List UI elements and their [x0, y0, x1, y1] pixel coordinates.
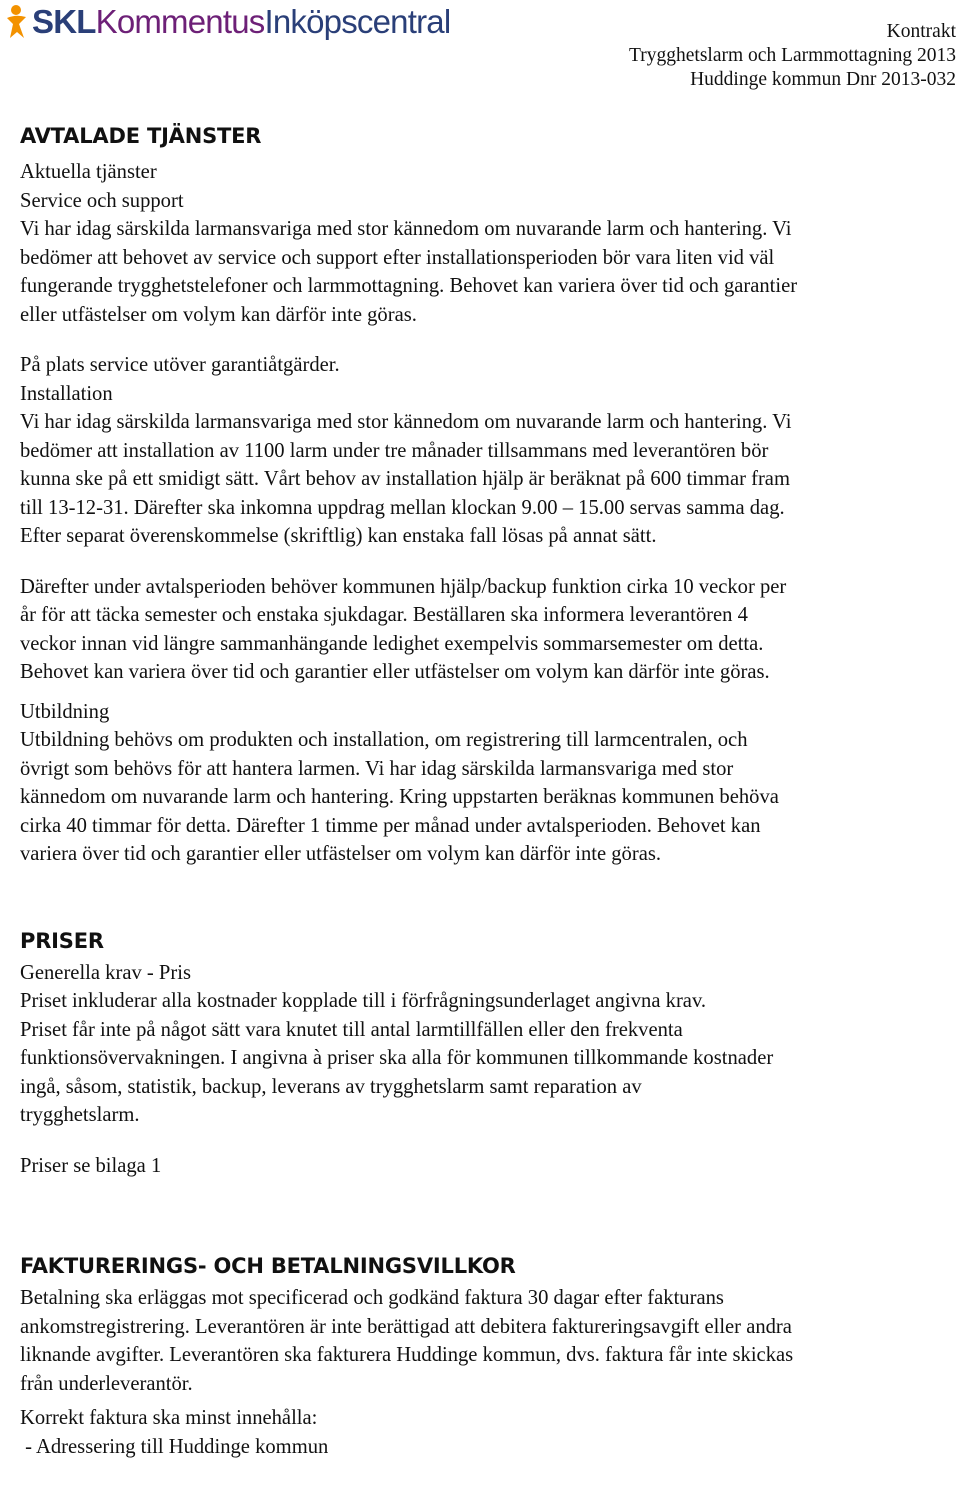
paragraph-line: cirka 40 timmar för detta. Därefter 1 timme per månad under avtalsperioden. Behovet kan — [20, 814, 761, 837]
subheading-aktuella: Aktuella tjänster — [20, 161, 157, 183]
paragraph-line: bedömer att behovet av service och support efter installationsperioden bör vara liten vid väl — [20, 246, 775, 269]
section-heading-avtalade: AVTALADE TJÄNSTER — [20, 124, 262, 148]
document-title: Trygghetslarm och Larmmottagning 2013 — [629, 45, 956, 66]
paragraph-line: Betalning ska erläggas mot specificerad och godkänd faktura 30 dagar efter fakturans — [20, 1287, 724, 1309]
paragraph-line: Vi har idag särskilda larmansvariga med stor kännedom om nuvarande larm och hantering. Vi — [20, 411, 792, 433]
paragraph-line: fungerande trygghetstelefoner och larmmottagning. Behovet kan variera över tid och garantier — [20, 275, 798, 297]
logo-inkopscentral: Inköpscentral — [264, 3, 451, 40]
paragraph-line: år för att täcka semester och enstaka sjukdagar. Beställaren ska informera leverantören 4 — [20, 604, 748, 626]
paragraph-line: funktionsövervakningen. I angivna à priser ska alla för kommunen tillkommande kostnader — [20, 1047, 774, 1069]
paragraph-line: kännedom om nuvarande larm och hantering. Kring uppstarten beräknas kommunen behöva — [20, 786, 779, 808]
person-figure-icon — [4, 4, 30, 40]
paragraph-line: Efter separat överenskommelse (skriftlig) kan enstaka fall lösas på annat sätt. — [20, 525, 657, 547]
subheading-service: Service och support — [20, 189, 184, 212]
paragraph-line: veckor innan vid längre sammanhängande ledighet exempelvis sommarsemester om detta. — [20, 632, 764, 655]
subheading-utbildning: Utbildning — [20, 700, 110, 723]
paragraph-line: variera över tid och garantier eller utfästelser om volym kan därför inte göras. — [20, 843, 662, 865]
document-header — [629, 20, 956, 92]
paragraph-line: övrigt som behövs för att hantera larmen. Vi har idag särskilda larmansvariga med stor — [20, 757, 734, 780]
paragraph-line: Vi har idag särskilda larmansvariga med stor kännedom om nuvarande larm och hantering. Vi — [20, 218, 792, 240]
list-item: - Adressering till Huddinge kommun — [20, 1435, 329, 1458]
paragraph-line: bedömer att installation av 1100 larm under tre månader tillsammans med leverantören bör — [20, 439, 769, 462]
paragraph-line: liknande avgifter. Leverantören ska fakturera Huddinge kommun, dvs. faktura får inte skickas — [20, 1344, 794, 1366]
subheading-generella-krav: Generella krav - Pris — [20, 961, 191, 984]
logo-kommentus: Kommentus — [95, 3, 265, 40]
paragraph-line: kunna ske på ett smidigt sätt. Vårt behov av installation hjälp är beräknat på 600 timmar fram — [20, 468, 790, 490]
paragraph-line: Priset inkluderar alla kostnader kopplade till i förfrågningsunderlaget angivna krav. — [20, 990, 707, 1012]
paragraph-line: till 13-12-31. Därefter ska inkomna uppdrag mellan klockan 9.00 – 15.00 servas samma dag. — [20, 496, 785, 519]
document-reference: Huddinge kommun Dnr 2013-032 — [690, 69, 956, 90]
paragraph-line: Utbildning behövs om produkten och installation, om registrering till larmcentralen, och — [20, 729, 748, 751]
subheading-installation: Installation — [20, 382, 113, 405]
paragraph-line: Behovet kan variera över tid och garantier eller utfästelser om volym kan därför inte göras. — [20, 661, 770, 683]
document-body — [20, 118, 958, 1461]
section-heading-fakturering: FAKTURERINGS- OCH BETALNINGSVILLKOR — [20, 1254, 516, 1278]
paragraph-line: ingå, såsom, statistik, backup, leverans av trygghetslarm samt reparation av — [20, 1075, 642, 1098]
paragraph-pa-plats: På plats service utöver garantiåtgärder. — [20, 354, 340, 376]
paragraph-line: ankomstregistrering. Leverantören är inte berättigad att debitera faktureringsavgift eller andra — [20, 1315, 792, 1338]
skl-kommentus-logo — [4, 2, 450, 42]
paragraph-line: från underleverantör. — [20, 1372, 193, 1395]
paragraph-priser-bilaga: Priser se bilaga 1 — [20, 1154, 162, 1177]
paragraph-line: Priset får inte på något sätt vara knutet till antal larmtillfällen eller den frekventa — [20, 1018, 683, 1041]
paragraph-line: eller utfästelser om volym kan därför inte göras. — [20, 303, 417, 326]
paragraph-line: trygghetslarm. — [20, 1104, 140, 1126]
paragraph-korrekt-faktura: Korrekt faktura ska minst innehålla: — [20, 1407, 318, 1429]
logo-skl: SKL — [32, 3, 96, 40]
paragraph-line: Därefter under avtalsperioden behöver kommunen hjälp/backup funktion cirka 10 veckor per — [20, 575, 787, 598]
section-heading-priser: PRISER — [20, 928, 104, 953]
document-type: Kontrakt — [886, 21, 956, 42]
